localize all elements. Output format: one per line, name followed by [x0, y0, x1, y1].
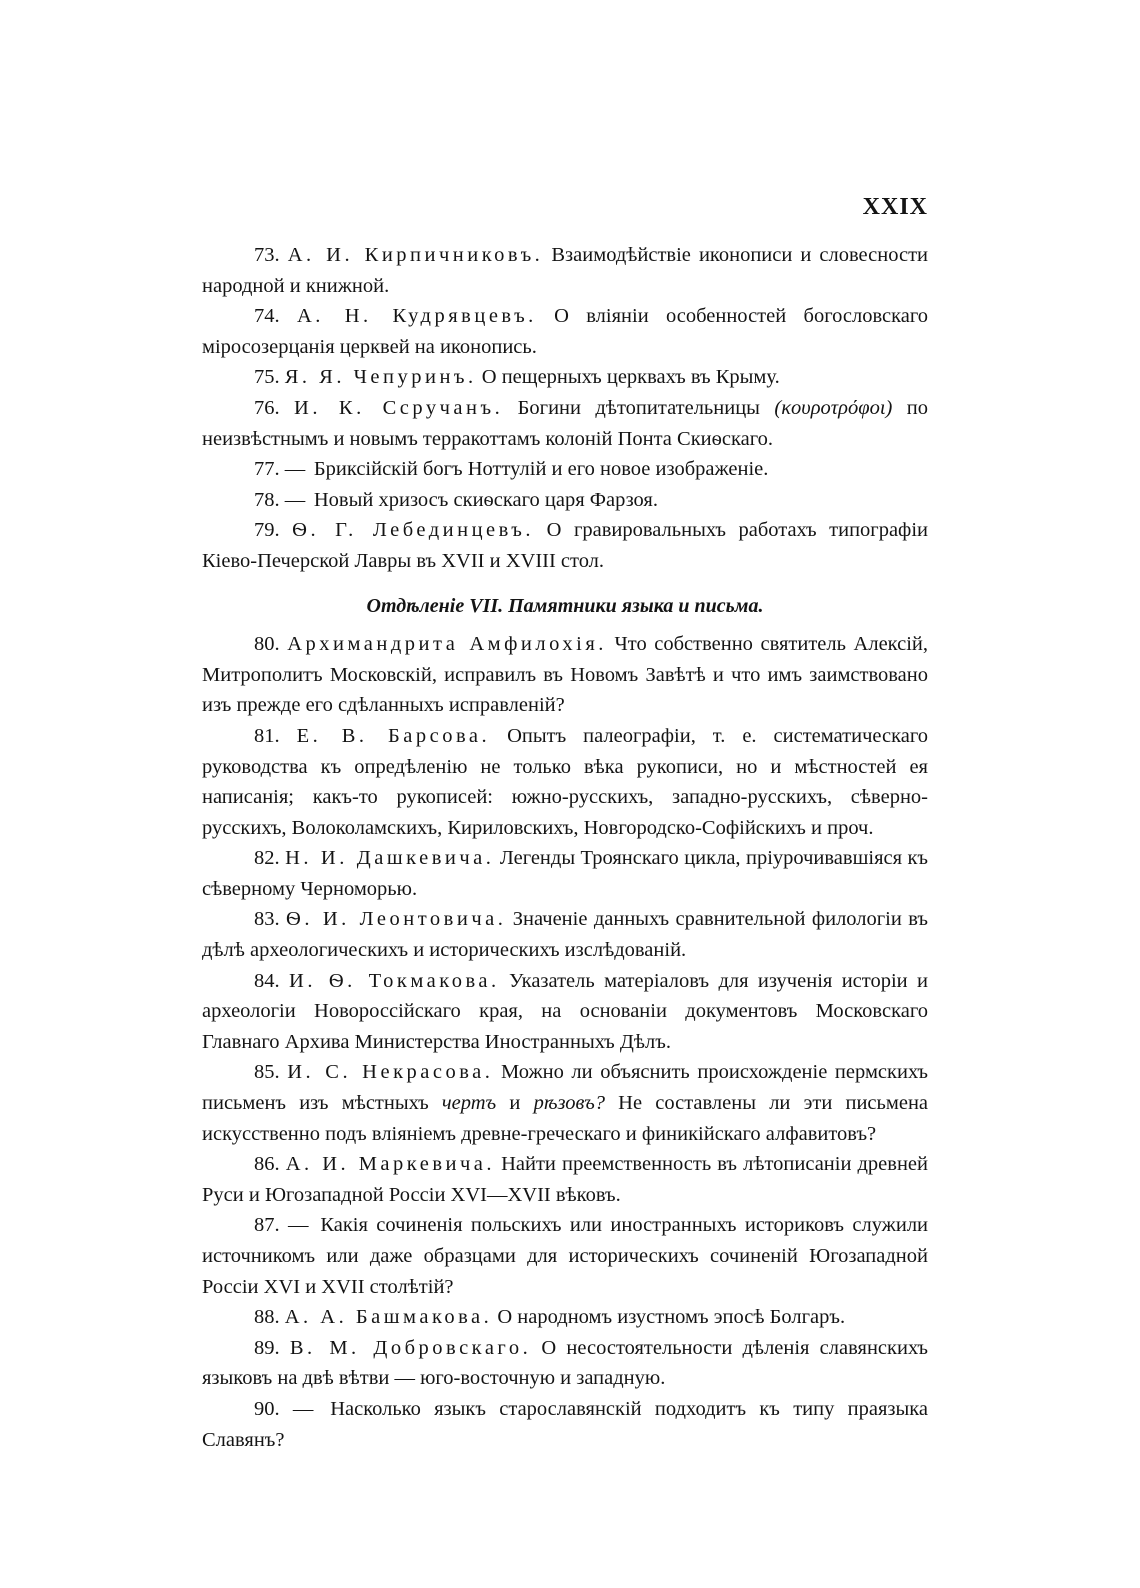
entry-76 [202, 393, 928, 454]
entry-number: 90. [254, 1397, 280, 1420]
entry-text: Указатель матеріаловъ для изученія исторіи и археологіи Новороссійскаго края, на основаніи документовъ Московскаго Главнаго Архива Министерства Иностранныхъ Дѣлъ. [202, 969, 928, 1053]
entry-74 [202, 301, 928, 362]
entry-82 [202, 843, 928, 904]
entry-85 [202, 1057, 928, 1149]
entry-author: В. М. Добровскаго. [289, 1336, 532, 1359]
entry-text: Не составлены ли эти письмена искусственно подъ вліяніемъ древне-греческаго и финикійскаго алфавитовъ? [202, 1092, 929, 1145]
entry-text: и [509, 1092, 521, 1115]
entry-author: И. К. Сcручанъ. [294, 396, 504, 419]
entry-italic-term: рѣзовъ? [533, 1092, 605, 1115]
entry-text: Какія сочиненія польскихъ или иностранныхъ историковъ служили источникомъ или даже образцами для историческихъ сочиненій Югозападной Россіи XVI и XVII столѣтій? [202, 1214, 929, 1298]
entry-number: 87. [254, 1214, 280, 1237]
entry-number: 75. [254, 366, 280, 389]
entry-text: О пещерныхъ церквахъ въ Крыму. [481, 366, 780, 389]
entry-number: 85. [254, 1061, 280, 1084]
entry-86 [202, 1149, 928, 1210]
entry-author: А. А. Башмакова. [284, 1306, 493, 1329]
entries-list-after [202, 629, 928, 1455]
entry-text: О несостоятельности дѣленія славянскихъ языковъ на двѣ вѣтви — юго-восточную и западную. [202, 1336, 929, 1390]
entry-text: Найти преемственность въ лѣтописаніи древней Руси и Югозападной Россіи XVI—XVII вѣковъ. [202, 1153, 928, 1206]
entry-84 [202, 966, 928, 1058]
entry-author: — [287, 1214, 312, 1237]
entry-text: Новый хризосъ скиѳскаго царя Фарзоя. [313, 488, 658, 511]
entry-number: 88. [254, 1306, 280, 1329]
entry-italic-term: чертъ [441, 1092, 497, 1115]
entry-83 [202, 904, 928, 965]
entry-author: — [284, 458, 309, 481]
entry-text: Насколько языкъ старославянскій подходитъ къ типу праязыка Славянъ? [202, 1397, 928, 1451]
entries-list-before [202, 240, 928, 577]
entry-text: Опытъ палеографіи, т. е. систематическаго руководства къ опредѣленію не только вѣка рукописи, но и мѣстностей ея написанія; какъ-то рукописей: южно-русскихъ, западно-русскихъ, сѣверно-русскихъ, Волоколамскихъ, Кириловскихъ, Новгородско-Софійскихъ и проч. [202, 724, 928, 839]
entry-author: И. Ѳ. Токмакова. [289, 969, 500, 992]
entry-number: 78. [254, 488, 280, 511]
entry-79 [202, 515, 928, 576]
entry-text: О гравировальныхъ работахъ типографіи Кіево-Печерской Лавры въ XVII и XVIII стол. [202, 519, 929, 572]
entry-75 [202, 362, 928, 393]
entry-number: 86. [254, 1153, 280, 1176]
entry-number: 77. [254, 458, 280, 481]
entry-author: Ѳ. Г. Лебединцевъ. [292, 519, 535, 542]
entry-author: — [284, 488, 309, 511]
entry-number: 83. [254, 908, 280, 931]
entry-number: 81. [254, 724, 280, 747]
entry-89 [202, 1333, 928, 1394]
entry-author: Ѳ. И. Леонтовича. [286, 908, 507, 931]
entry-text: Легенды Троянскаго цикла, пріурочивавшіяся къ сѣверному Черноморью. [202, 847, 929, 900]
entry-73 [202, 240, 928, 301]
entry-77 [202, 454, 928, 485]
entry-author: Е. В. Барсова. [296, 724, 491, 747]
entry-80 [202, 629, 928, 721]
entry-author: Я. Я. Чепуринъ. [284, 366, 477, 389]
entry-text: О народномъ изустномъ эпосѣ Болгаръ. [497, 1306, 846, 1329]
entry-number: 82. [254, 847, 280, 870]
entry-author: И. С. Некрасова. [287, 1061, 494, 1084]
entry-81 [202, 721, 928, 843]
entry-number: 80. [254, 633, 280, 656]
entry-author: А. И. Маркевича. [285, 1153, 496, 1176]
entry-author: А. Н. Кудрявцевъ. [296, 305, 537, 328]
entry-number: 76. [254, 396, 280, 419]
entry-number: 73. [254, 244, 280, 266]
entry-greek-term: (κουροτρόφοι) [774, 396, 893, 419]
entry-text: по неизвѣстнымъ и новымъ терракоттамъ колоній Понта Скиѳскаго. [202, 396, 929, 450]
entry-90 [202, 1394, 928, 1455]
entry-78 [202, 485, 928, 516]
page-number: XXIX [862, 194, 928, 220]
entry-text: Бриксійскій богъ Ноттулій и его новое изображеніе. [313, 458, 769, 481]
entry-author: — [292, 1397, 317, 1420]
entry-text: Богини дѣтопитательницы [517, 396, 760, 419]
entry-text: Можно ли объяснить происхожденіе пермскихъ письменъ изъ мѣстныхъ [202, 1061, 929, 1115]
entry-number: 84. [254, 969, 280, 992]
entry-number: 79. [254, 519, 280, 542]
entry-number: 89. [254, 1336, 280, 1359]
entry-88 [202, 1302, 928, 1333]
entry-text: Значеніе данныхъ сравнительной филологіи въ дѣлѣ археологическихъ и историческихъ изслѣдованій. [202, 908, 928, 962]
page-content [202, 240, 928, 1455]
entry-87 [202, 1210, 928, 1302]
entry-author: Архимандрита Амфилохія. [287, 633, 607, 656]
section-heading: Отдѣленіе VII. Памятники языка и письма. [366, 594, 764, 617]
entry-text: Взаимодѣйствіе иконописи и словесности народной и книжной. [202, 244, 929, 297]
entry-text: Что собственно святитель Алексій, Митрополитъ Московскій, исправилъ въ Новомъ Завѣтѣ и что имъ заимствовано изъ прежде его сдѣланныхъ исправленій? [202, 633, 929, 717]
entry-text: О вліяніи особенностей богословскаго міросозерцанія церквей на иконопись. [202, 305, 928, 358]
entry-author: Н. И. Дашкевича. [285, 847, 495, 870]
entry-author: А. И. Кирпичниковъ. [287, 244, 544, 266]
entry-number: 74. [254, 305, 280, 328]
